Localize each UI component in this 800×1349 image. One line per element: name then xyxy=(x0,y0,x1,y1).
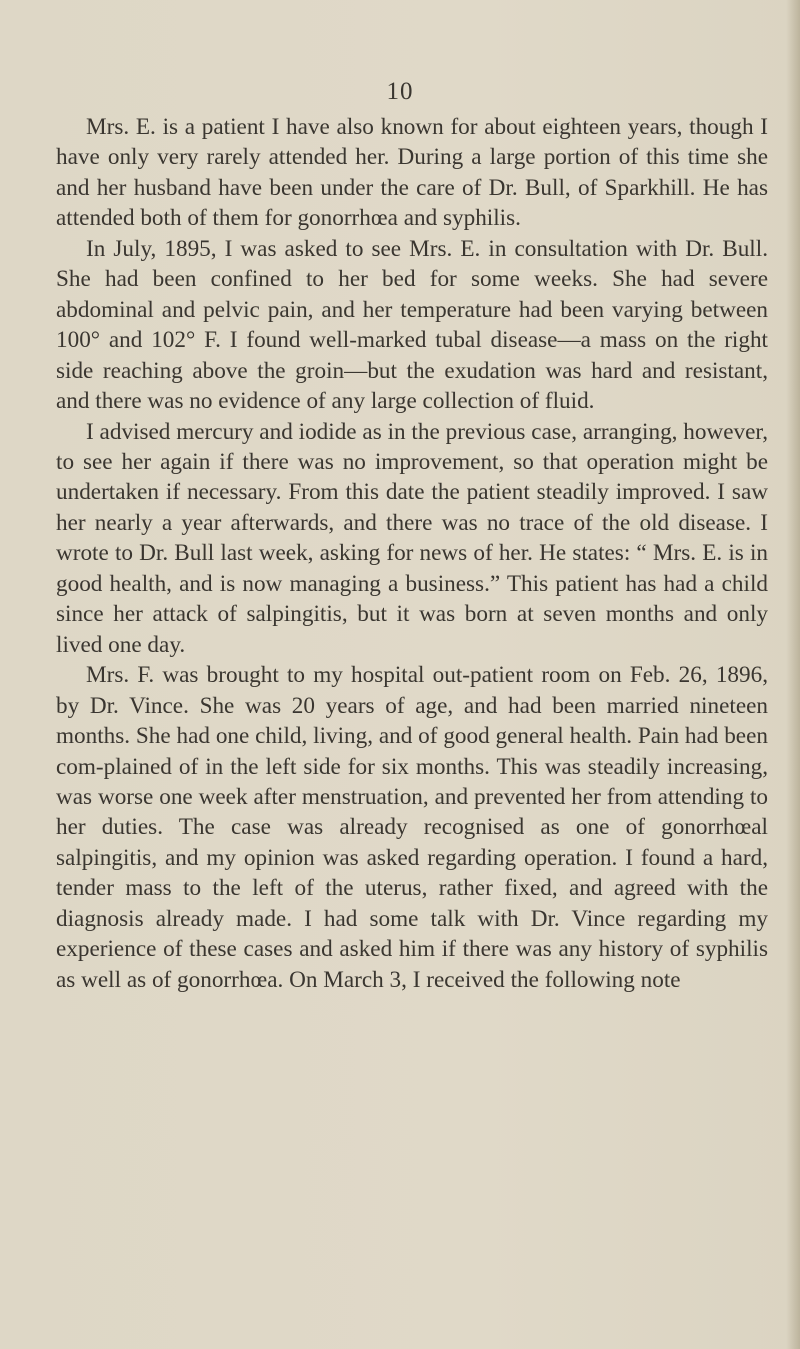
paragraph-3: I advised mercury and iodide as in the previous case, arranging, however, to see her again if there was no improvement, so that operation might be undertaken if necessary. From this date the patient steadily improved. I saw her nearly a year afterwards, and there was no trace of the old disease. I wrote to Dr. Bull last week, asking for news of her. He states: “ Mrs. E. is in good health, and is now managing a business.” This patient has had a child since her attack of salpingitis, but it was born at seven months and only lived one day. xyxy=(56,418,768,658)
page-edge-shadow xyxy=(786,0,800,1349)
body-text xyxy=(56,112,768,995)
paragraph-4: Mrs. F. was brought to my hospital out-patient room on Feb. 26, 1896, by Dr. Vince. She was 20 years of age, and had been married nineteen months. She had one child, living, and of good general health. Pain had been com-plained of in the left side for six months. This was steadily increasing, was worse one week after menstruation, and prevented her from attending to her duties. The case was already recognised as one of gonorrhœal salpingitis, and my opinion was asked regarding operation. I found a hard, tender mass to the left of the uterus, rather fixed, and agreed with the diagnosis already made. I had some talk with Dr. Vince regarding my experience of these cases and asked him if there was any history of syphilis as well as of gonorrhœa. On March 3, I received the following note xyxy=(56,662,768,993)
paragraph-1: Mrs. E. is a patient I have also known for about eighteen years, though I have only very rarely attended her. During a large portion of this time she and her husband have been under the care of Dr. Bull, of Sparkhill. He has attended both of them for gonorrhœa and syphilis. xyxy=(56,114,768,232)
page-number: 10 xyxy=(386,78,414,105)
paragraph-2: In July, 1895, I was asked to see Mrs. E. in consultation with Dr. Bull. She had been confined to her bed for some weeks. She had severe abdominal and pelvic pain, and her temperature had been varying between 100° and 102° F. I found well-marked tubal disease—a mass on the right side reaching above the groin—but the exudation was hard and resistant, and there was no evidence of any large collection of fluid. xyxy=(56,235,768,415)
